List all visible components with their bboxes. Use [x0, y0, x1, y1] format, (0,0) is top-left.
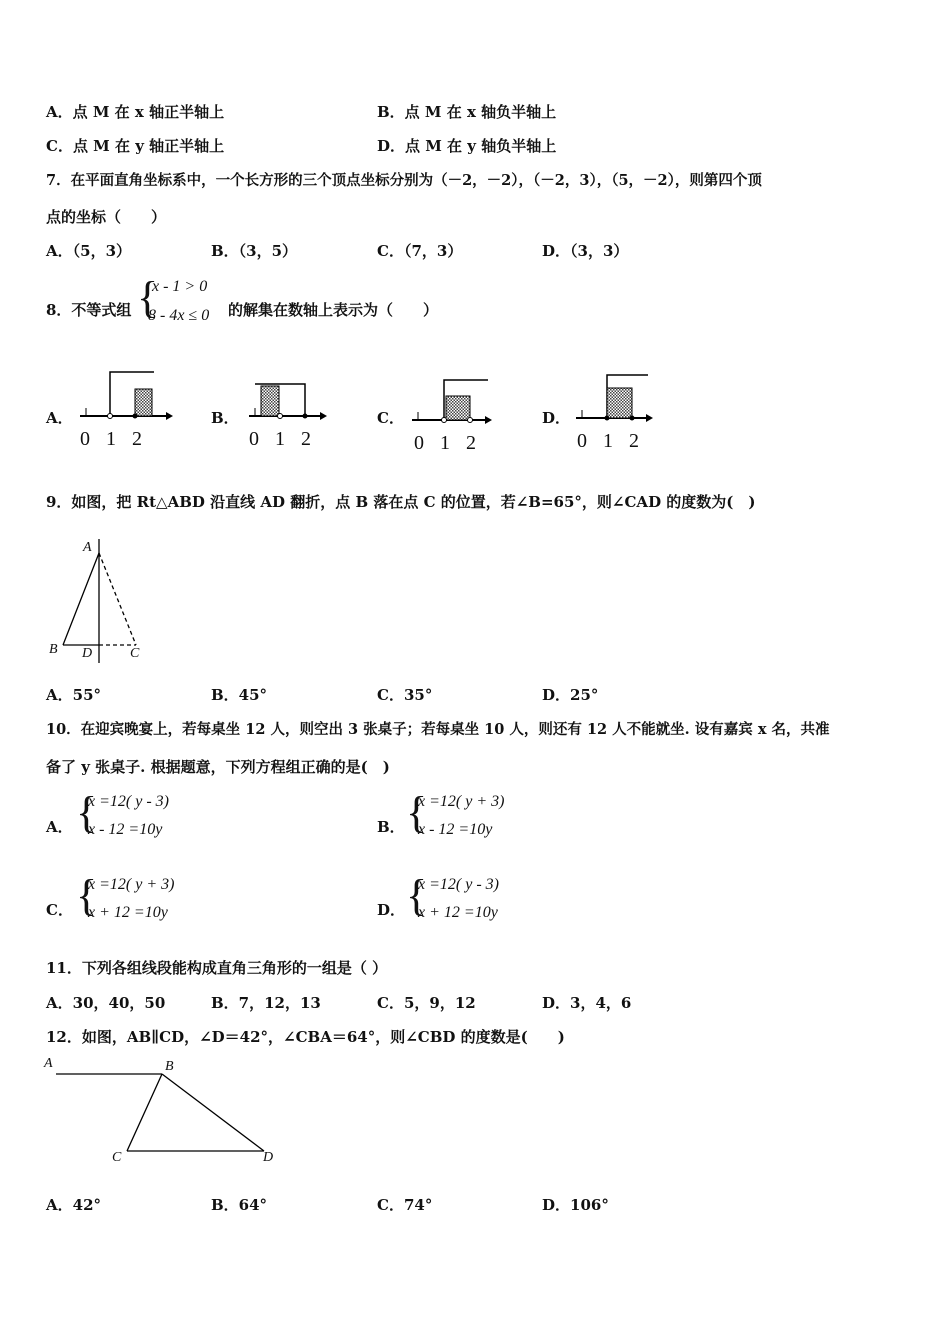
q7-option-a: A．（5，3） — [46, 242, 132, 260]
q10-stem-line1: 10．在迎宾晚宴上，若每桌坐 12 人，则空出 3 张桌子；若每桌坐 10 人，则还有 12 人不能就坐. 设有嘉宾 x 名，共准 — [46, 721, 830, 738]
q9-option-c: C．35° — [377, 686, 433, 704]
q8-d-tick-2: 2 — [629, 430, 639, 452]
q8-numberline-c — [410, 368, 505, 453]
q6-option-a: A．点 M 在 x 轴正半轴上 — [46, 103, 225, 121]
q12-figure — [46, 1060, 286, 1170]
q7-stem-line2: 点的坐标（ ） — [46, 208, 167, 226]
q7-option-c: C．（7，3） — [377, 242, 463, 260]
q12-option-a: A．42° — [46, 1196, 102, 1214]
q8-d-tick-0: 0 — [577, 430, 587, 452]
q10-b-brace: { — [406, 788, 428, 837]
q8-numberline-d — [574, 368, 669, 453]
q8-d-tick-1: 1 — [603, 430, 613, 452]
q10-d-eq2: x + 12 =10y — [418, 904, 498, 921]
q8-numberline-a — [76, 368, 171, 453]
q10-c-eq1: x =12( y + 3) — [88, 876, 175, 893]
q10-stem-line2: 备了 y 张桌子. 根据题意，下列方程组正确的是( ) — [46, 758, 390, 776]
q8-option-c: C． — [377, 409, 404, 427]
q7-stem-line1: 7．在平面直角坐标系中，一个长方形的三个顶点坐标分别为（－2，－2），（－2，3），（5，－2），则第四个顶 — [46, 172, 762, 189]
q12-label-d: D — [263, 1150, 274, 1165]
q11-option-a: A．30，40，50 — [46, 994, 166, 1012]
q8-a-tick-1: 1 — [106, 428, 116, 450]
q10-a-eq2: x - 12 =10y — [88, 821, 163, 838]
q12-option-d: D．106° — [542, 1196, 609, 1214]
q8-c-tick-2: 2 — [466, 432, 476, 454]
q10-option-c-label: C． — [46, 901, 73, 919]
q9-label-c: C — [130, 646, 140, 661]
q10-a-brace: { — [76, 788, 98, 837]
q12-label-b: B — [165, 1059, 174, 1074]
q8-b-tick-0: 0 — [249, 428, 259, 450]
q9-option-d: D．25° — [542, 686, 599, 704]
q11-option-c: C．5，9，12 — [377, 994, 476, 1012]
q9-option-b: B．45° — [211, 686, 268, 704]
q12-label-c: C — [112, 1150, 122, 1165]
q8-a-tick-0: 0 — [80, 428, 90, 450]
q12-option-c: C．74° — [377, 1196, 433, 1214]
q8-inequality-2: 8 - 4x ≤ 0 — [148, 307, 210, 324]
q8-a-tick-2: 2 — [132, 428, 142, 450]
q8-stem-suffix: 的解集在数轴上表示为（ ） — [228, 301, 439, 319]
q10-b-eq1: x =12( y + 3) — [418, 793, 505, 810]
q8-stem-prefix: 8．不等式组 — [46, 301, 132, 319]
q8-c-tick-1: 1 — [440, 432, 450, 454]
q10-d-eq1: x =12( y - 3) — [418, 876, 499, 893]
q9-stem: 9．如图，把 Rt△ABD 沿直线 AD 翻折，点 B 落在点 C 的位置，若∠B=65°，则∠CAD 的度数为( ) — [46, 493, 756, 511]
q8-system-brace: { — [137, 273, 159, 322]
q8-b-tick-2: 2 — [301, 428, 311, 450]
q10-a-eq1: x =12( y - 3) — [88, 793, 169, 810]
q6-option-d: D．点 M 在 y 轴负半轴上 — [377, 137, 557, 155]
q12-option-b: B．64° — [211, 1196, 268, 1214]
q10-b-eq2: x - 12 =10y — [418, 821, 493, 838]
q7-option-b: B．（3，5） — [211, 242, 298, 260]
q10-option-d-label: D． — [377, 901, 406, 919]
q12-stem: 12．如图，AB∥CD，∠D＝42°，∠CBA＝64°，则∠CBD 的度数是( ) — [46, 1028, 565, 1046]
q10-d-brace: { — [406, 871, 428, 920]
q6-option-b: B．点 M 在 x 轴负半轴上 — [377, 103, 557, 121]
q9-label-d: D — [82, 646, 93, 661]
q8-option-d: D． — [542, 409, 571, 427]
q11-stem: 11．下列各组线段能构成直角三角形的一组是（ ） — [46, 959, 388, 977]
q8-inequality-1: x - 1 > 0 — [152, 278, 208, 295]
q6-option-c: C．点 M 在 y 轴正半轴上 — [46, 137, 225, 155]
q10-option-a-label: A． — [46, 818, 73, 836]
q12-label-a: A — [44, 1056, 53, 1071]
q9-label-b: B — [49, 642, 58, 657]
q8-option-b: B． — [211, 409, 239, 427]
q9-option-a: A．55° — [46, 686, 102, 704]
q8-c-tick-0: 0 — [414, 432, 424, 454]
q7-option-d: D．（3，3） — [542, 242, 629, 260]
q10-c-brace: { — [76, 871, 98, 920]
q11-option-b: B．7，12，13 — [211, 994, 321, 1012]
q11-option-d: D．3，4，6 — [542, 994, 632, 1012]
q10-option-b-label: B． — [377, 818, 405, 836]
q8-b-tick-1: 1 — [275, 428, 285, 450]
q8-option-a: A． — [46, 409, 73, 427]
q8-numberline-b — [247, 368, 342, 453]
q9-label-a: A — [83, 540, 92, 555]
q9-figure — [46, 535, 156, 670]
q10-c-eq2: x + 12 =10y — [88, 904, 168, 921]
